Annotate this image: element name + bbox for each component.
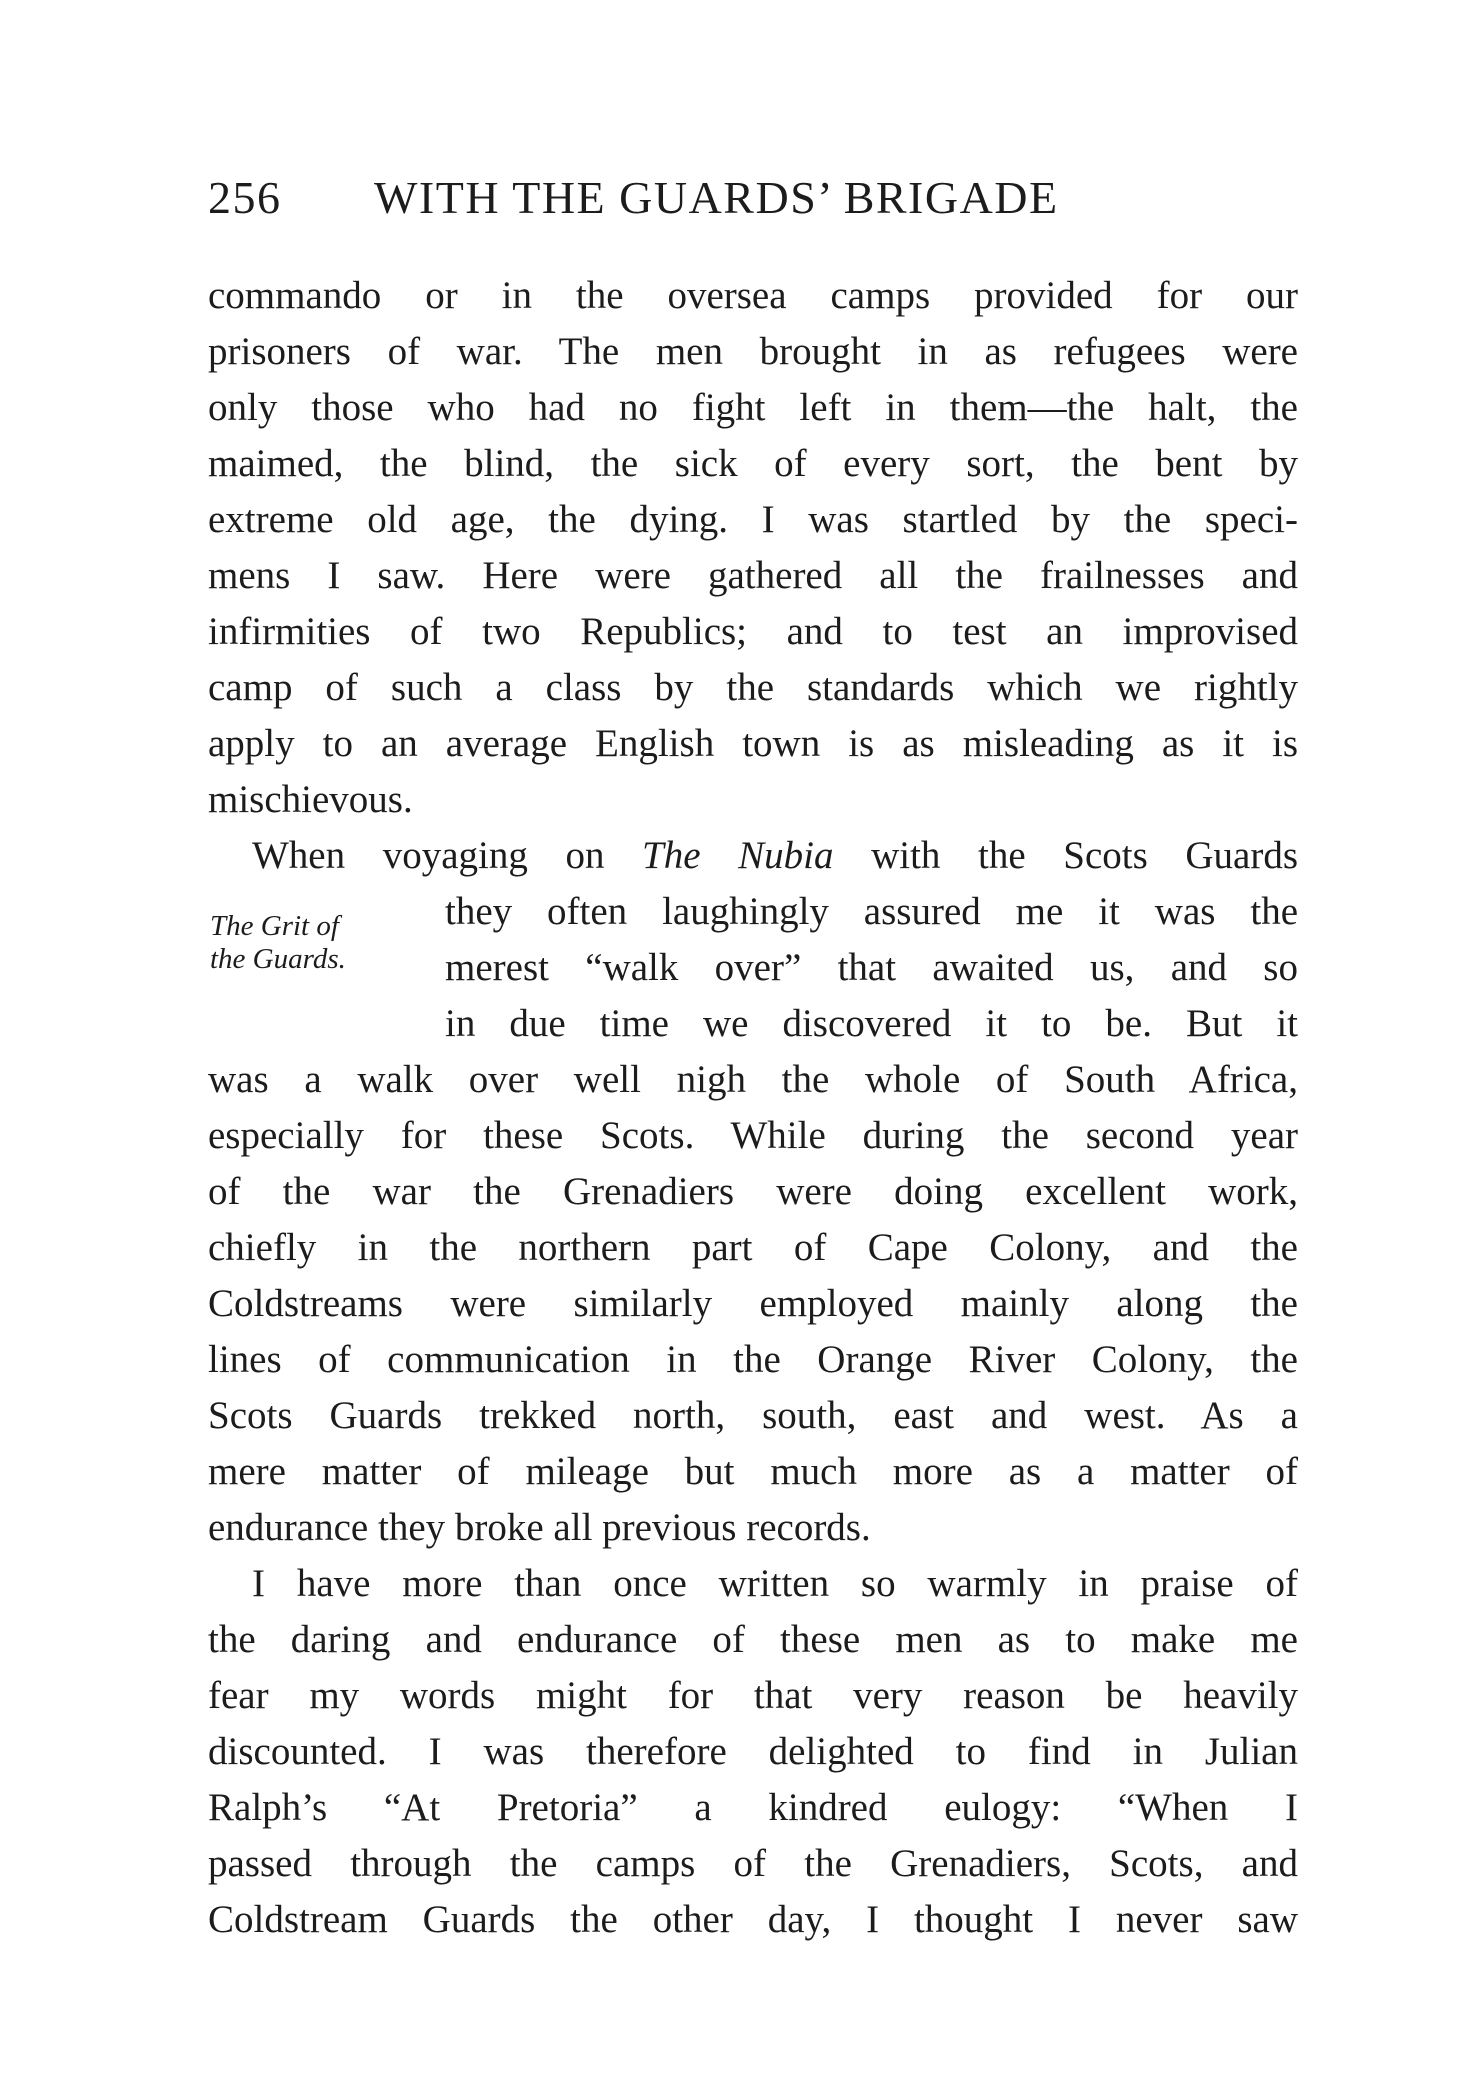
marginal-note [210, 910, 400, 976]
text-line: especially for these Scots. While during the second year [208, 1114, 1298, 1157]
text-line: infirmities of two Republics; and to test an improvised [208, 610, 1298, 653]
text-line: Ralph’s “At Pretoria” a kindred eulogy: “When I [208, 1786, 1298, 1829]
text-line: prisoners of war. The men brought in as refugees were [208, 330, 1298, 373]
text-line: camp of such a class by the standards which we rightly [208, 666, 1298, 709]
text-line: was a walk over well nigh the whole of South Africa, [208, 1058, 1298, 1101]
text-line: they often laughingly assured me it was the [445, 890, 1298, 933]
text-line: passed through the camps of the Grenadiers, Scots, and [208, 1842, 1298, 1885]
text-line: Coldstreams were similarly employed mainly along the [208, 1282, 1298, 1325]
text-line: mischievous. [208, 778, 413, 821]
marginal-note-line: the Guards. [210, 943, 346, 975]
text-line: endurance they broke all previous records. [208, 1506, 871, 1549]
text-line-end: with the Scots Guards [833, 834, 1298, 877]
text-line: in due time we discovered it to be. But it [445, 1002, 1298, 1045]
text-line: lines of communication in the Orange River Colony, the [208, 1338, 1298, 1381]
text-line: merest “walk over” that awaited us, and so [445, 946, 1298, 989]
text-line: mens I saw. Here were gathered all the frailnesses and [208, 554, 1298, 597]
text-line: apply to an average English town is as misleading as it is [208, 722, 1298, 765]
text-line: maimed, the blind, the sick of every sort, the bent by [208, 442, 1298, 485]
text-line [252, 828, 1298, 884]
text-line: extreme old age, the dying. I was startled by the speci- [208, 498, 1298, 541]
text-line: only those who had no fight left in them—the halt, the [208, 386, 1298, 429]
text-line: discounted. I was therefore delighted to find in Julian [208, 1730, 1298, 1773]
text-line: mere matter of mileage but much more as a matter of [208, 1450, 1298, 1493]
text-line: the daring and endurance of these men as to make me [208, 1618, 1298, 1661]
marginal-note-line: The Grit of [210, 910, 339, 942]
running-header [208, 168, 1298, 228]
text-line: chiefly in the northern part of Cape Colony, and the [208, 1226, 1298, 1269]
text-line: commando or in the oversea camps provided for our [208, 274, 1298, 317]
page-number: 256 [208, 172, 282, 223]
text-line-start: When voyaging on [252, 834, 643, 877]
text-line: Scots Guards trekked north, south, east and west. As a [208, 1394, 1298, 1437]
text-line: fear my words might for that very reason be heavily [208, 1674, 1298, 1717]
text-line: I have more than once written so warmly in praise of [252, 1562, 1298, 1605]
text-line: of the war the Grenadiers were doing excellent work, [208, 1170, 1298, 1213]
text-line: Coldstream Guards the other day, I thought I never saw [208, 1898, 1298, 1941]
running-title: WITH THE GUARDS’ BRIGADE [374, 172, 1059, 223]
ship-name: The Nubia [642, 834, 834, 877]
